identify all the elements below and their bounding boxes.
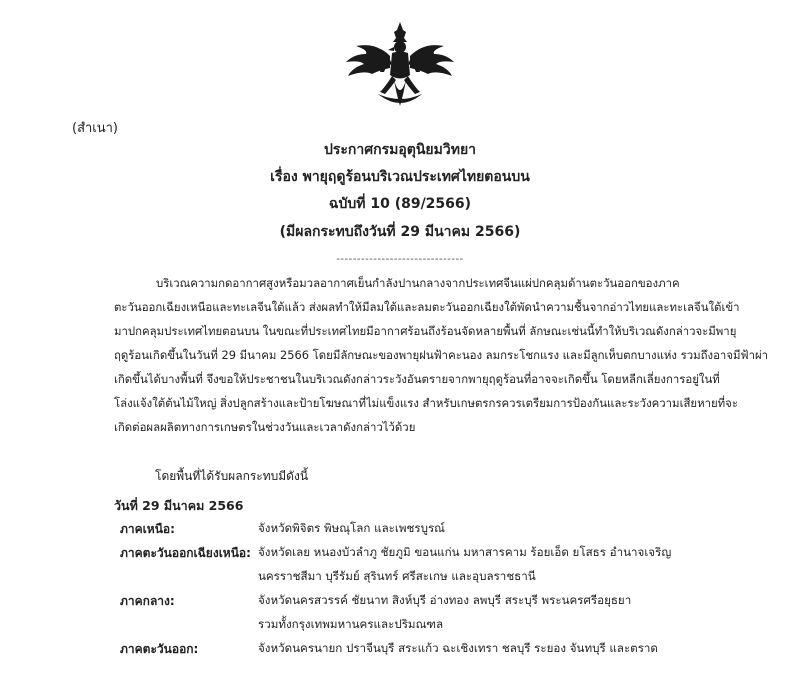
body-line: ฤดูร้อนเกิดขึ้นในวันที่ 29 มีนาคม 2566 โดยมีลักษณะของพายุฝนฟ้าคะนอง ลมกระโชกแรง และมีลูกเห็บตกบางแห่ง รวมถึงอาจมีฟ้าผ่า bbox=[114, 348, 769, 362]
separator: ------------------------------- bbox=[336, 254, 464, 265]
province-line: จังหวัดพิจิตร พิษณุโลก และเพชรบูรณ์ bbox=[258, 521, 445, 535]
body-line: เกิดต่อผลผลิตทางการเกษตรในช่วงวันและเวลาดังกล่าวไว้ด้วย bbox=[114, 420, 416, 434]
region-label-north: ภาคเหนือ: bbox=[120, 522, 175, 536]
province-line: จังหวัดนครนายก ปราจีนบุรี สระแก้ว ฉะเชิงเทรา ชลบุรี ระยอง จันทบุรี และตราด bbox=[258, 641, 658, 655]
announcement-title: ประกาศกรมอุตุนิยมวิทยา bbox=[323, 142, 477, 158]
region-label-northeast: ภาคตะวันออกเฉียงเหนือ: bbox=[120, 546, 251, 560]
region-provinces-northeast bbox=[258, 540, 728, 588]
body-line: ตะวันออกเฉียงเหนือและทะเลจีนใต้แล้ว ส่งผลทำให้มีลมใต้และลมตะวันออกเฉียงใต้พัดนำความชื้นจากอ่าวไทยและทะเลจีนใต้เข้า bbox=[114, 300, 740, 314]
copy-label: (สำเนา) bbox=[72, 121, 119, 136]
body-line: เกิดขึ้นได้บางพื้นที่ จึงขอให้ประชาชนในบริเวณดังกล่าวระวังอันตรายจากพายุฤดูร้อนที่อาจจะเกิดขึ้น โดยหลีกเลี่ยงการอยู่ในที่ bbox=[114, 372, 720, 386]
garuda-emblem-icon bbox=[338, 20, 462, 112]
province-line: นครราชสีมา บุรีรัมย์ สุรินทร์ ศรีสะเกษ และอุบลราชธานี bbox=[258, 569, 536, 583]
body-line: โล่งแจ้งใต้ต้นไม้ใหญ่ สิ่งปลูกสร้างและป้ายโฆษณาที่ไม่แข็งแรง สำหรับเกษตรกรควรเตรียมการป้องกันและระวังความเสียหายที่จะ bbox=[114, 396, 738, 410]
region-label-central: ภาคกลาง: bbox=[120, 594, 175, 608]
body-paragraph bbox=[114, 271, 769, 439]
province-line: จังหวัดนครสวรรค์ ชัยนาท สิงห์บุรี อ่างทอง ลพบุรี สระบุรี พระนครศรีอยุธยา bbox=[258, 593, 632, 607]
affected-date: วันที่ 29 มีนาคม 2566 bbox=[114, 498, 244, 513]
region-provinces-east bbox=[258, 636, 728, 660]
region-label-east: ภาคตะวันออก: bbox=[120, 642, 199, 656]
affected-areas-intro: โดยพื้นที่ได้รับผลกระทบมีดังนี้ bbox=[155, 469, 309, 483]
region-provinces-north bbox=[258, 516, 728, 540]
province-line: รวมทั้งกรุงเทพมหานครและปริมณฑล bbox=[258, 617, 444, 631]
body-line: บริเวณความกดอากาศสูงหรือมวลอากาศเย็นกำลังปานกลางจากประเทศจีนแผ่ปกคลุมด้านตะวันออกของภาค bbox=[156, 276, 680, 290]
region-provinces-central bbox=[258, 588, 728, 636]
province-line: จังหวัดเลย หนองบัวลำภู ชัยภูมิ ขอนแก่น มหาสารคาม ร้อยเอ็ด ยโสธร อำนาจเจริญ bbox=[258, 545, 672, 559]
body-line: มาปกคลุมประเทศไทยตอนบน ในขณะที่ประเทศไทยมีอากาศร้อนถึงร้อนจัดหลายพื้นที่ ลักษณะเช่นนี้ทำให้บริเวณดังกล่าวจะมีพายุ bbox=[114, 324, 737, 338]
announcement-effective-date: (มีผลกระทบถึงวันที่ 29 มีนาคม 2566) bbox=[279, 224, 521, 240]
announcement-issue: ฉบับที่ 10 (89/2566) bbox=[328, 196, 472, 212]
announcement-subject: เรื่อง พายุฤดูร้อนบริเวณประเทศไทยตอนบน bbox=[270, 169, 530, 185]
